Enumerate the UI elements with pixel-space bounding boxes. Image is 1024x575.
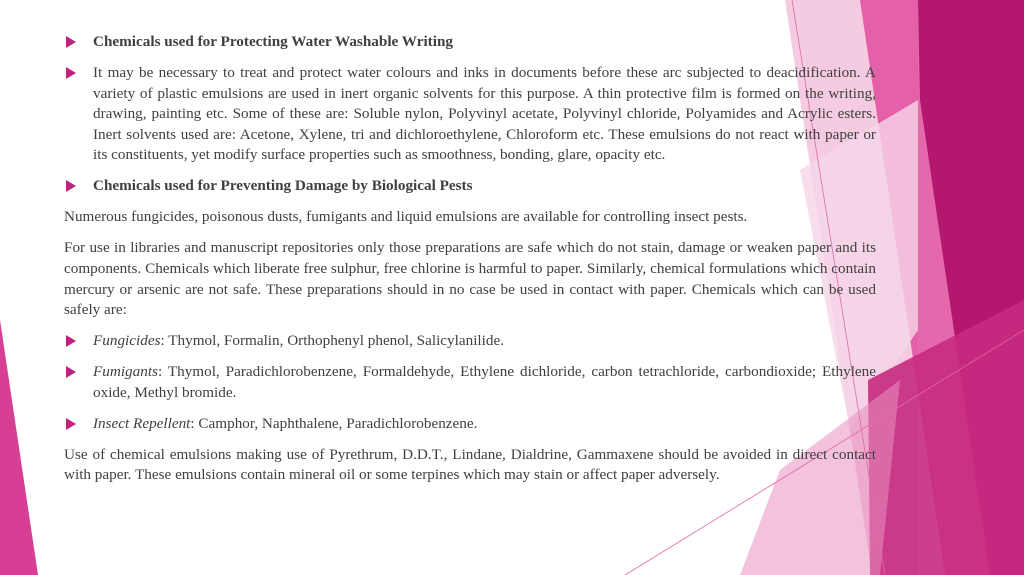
heading-text: Chemicals used for Protecting Water Washable Writing bbox=[93, 33, 454, 50]
section-heading-biological-pests bbox=[64, 176, 876, 197]
paragraph-fungicides-intro bbox=[64, 207, 876, 228]
right-triangle-bullet-icon bbox=[66, 335, 76, 347]
right-triangle-bullet-icon bbox=[66, 366, 76, 378]
right-triangle-bullet-icon bbox=[66, 418, 76, 430]
paragraph-safe-preparations bbox=[64, 238, 876, 320]
section-heading-water-washable bbox=[64, 32, 876, 53]
item-term: Insect Repellent bbox=[93, 414, 191, 432]
bullet-paragraph-protective-emulsions bbox=[64, 63, 876, 166]
bullet-item-insect-repellent bbox=[64, 414, 876, 435]
item-text: : Thymol, Paradichlorobenzene, Formaldehyde, Ethylene dichloride, carbon tetrachloride, carbondioxide; Ethylene oxide, Methyl bromide. bbox=[93, 363, 876, 401]
deco-left-sliver bbox=[0, 320, 38, 575]
paragraph-text: For use in libraries and manuscript repositories only those preparations are safe which do not stain, damage or weaken paper and its components. Chemicals which liberate free sulphur, free chlorine is harmful to paper. Similarly, chemical formulations which contain mercury or arsenic are not safe. These preparations should in no case be used in contact with paper. Chemicals which can be used safely are: bbox=[64, 239, 876, 319]
right-triangle-bullet-icon bbox=[66, 67, 76, 79]
item-term: Fumigants bbox=[93, 363, 158, 381]
right-triangle-bullet-icon bbox=[66, 36, 76, 48]
paragraph-text: Numerous fungicides, poisonous dusts, fumigants and liquid emulsions are available for controlling insect pests. bbox=[64, 208, 748, 226]
paragraph-text: Use of chemical emulsions making use of Pyrethrum, D.D.T., Lindane, Dialdrine, Gammaxene should be avoided in direct contact with paper. These emulsions contain mineral oil or some terpines which may stain or affect paper adversely. bbox=[64, 445, 876, 484]
paragraph-avoid-emulsions bbox=[64, 445, 876, 486]
item-text: : Camphor, Naphthalene, Paradichlorobenzene. bbox=[190, 414, 478, 432]
item-term: Fungicides bbox=[93, 332, 161, 350]
bullet-item-fumigants bbox=[64, 362, 876, 403]
slide-body bbox=[64, 32, 876, 496]
paragraph-text: It may be necessary to treat and protect water colours and inks in documents before these arc subjected to deacidification. A variety of plastic emulsions are used in inert organic solvents for this purpose. A thin protective film is formed on the writing, drawing, painting etc. Some of these are: Soluble nylon, Polyvinyl acetate, Polyvinyl chloride, Polyamides and Acrylic esters. Inert solvents used are: Acetone, Xylene, tri and dichloroethylene, Chloroform etc. These emulsions do not react with paper or its constituents, yet modify surface properties such as smoothness, bonding, glare, opacity etc. bbox=[93, 63, 876, 164]
heading-text: Chemicals used for Preventing Damage by Biological Pests bbox=[93, 177, 473, 195]
item-text: : Thymol, Formalin, Orthophenyl phenol, Salicylanilide. bbox=[160, 332, 504, 350]
bullet-item-fungicides bbox=[64, 331, 876, 352]
right-triangle-bullet-icon bbox=[66, 180, 76, 192]
